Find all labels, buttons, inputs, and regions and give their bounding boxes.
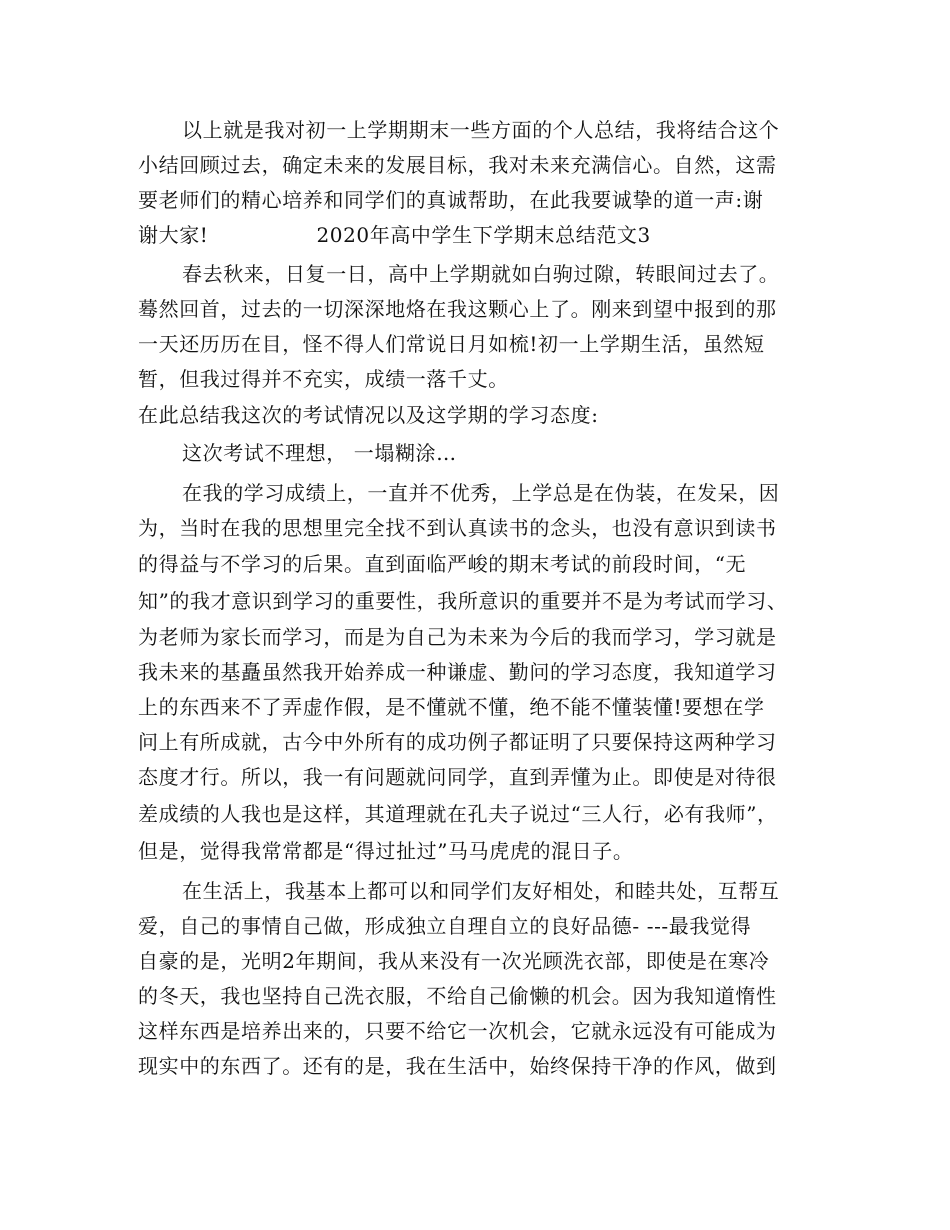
text-line: 这样东西是培养出来的，只要不给它一次机会，它就永远没有可能成为: [138, 1019, 777, 1043]
section-heading: 2020年高中学生下学期末总结范文3: [316, 223, 651, 247]
text-line: 为，当时在我的思想里完全找不到认真读书的念头，也没有意识到读书: [138, 516, 777, 540]
text-line: 知”的我才意识到学习的重要性，我所意识的重要并不是为考试而学习、: [138, 589, 788, 613]
text-line: 差成绩的人我也是这样，其道理就在孔夫子说过“三人行，必有我师”，: [138, 802, 778, 826]
text-line: 爱，自己的事情自己做，形成独立自理自立的良好品德- ---最我觉得: [138, 914, 752, 938]
text-line-with-heading: [138, 218, 828, 252]
text-line: 问上有所成就，古今中外所有的成功例子都证明了只要保持这两种学习: [138, 730, 777, 754]
text-line: 的得益与不学习的后果。直到面临严峻的期末考试的前段时间，“无: [138, 552, 747, 576]
text-line: 暂，但我过得并不充实，成绩一落千丈。: [138, 367, 509, 391]
text-line: 一天还历历在目，怪不得人们常说日月如梳!初一上学期生活，虽然短: [138, 332, 765, 356]
text-line: 自豪的是，光明2年期间，我从来没有一次光顾洗衣部，即使是在寒冷: [138, 949, 770, 973]
text-line: 要老师们的精心培养和同学们的真诚帮助，在此我要诚挚的道一声:谢: [138, 188, 764, 212]
text-line: 小结回顾过去，确定未来的发展目标，我对未来充满信心。自然，这需: [138, 153, 777, 177]
text-line: 为老师为家长而学习，而是为自己为未来为今后的我而学习，学习就是: [138, 625, 777, 649]
text-line: 现实中的东西了。还有的是，我在生活中，始终保持干净的作风，做到: [138, 1054, 777, 1078]
text-line: 的冬天，我也坚持自己洗衣服，不给自己偷懒的机会。因为我知道惰性: [138, 984, 777, 1008]
text-line: 在此总结我这次的考试情况以及这学期的学习态度:: [138, 403, 599, 427]
text-fragment: 谢大家!: [138, 223, 209, 247]
text-line: 这次考试不理想， 一塌糊涂…: [182, 441, 457, 465]
text-line: 我未来的基矗虽然我开始养成一种谦虚、勤问的学习态度，我知道学习: [138, 660, 777, 684]
text-line: 以上就是我对初一上学期期末一些方面的个人总结，我将结合这个: [182, 118, 780, 142]
text-line: 态度才行。所以，我一有问题就问同学，直到弄懂为止。即使是对待很: [138, 765, 777, 789]
text-line: 在我的学习成绩上，一直并不优秀，上学总是在伪装，在发呆，因: [182, 481, 780, 505]
text-line: 在生活上，我基本上都可以和同学们友好相处，和睦共处，互帮互: [182, 879, 780, 903]
text-line: 上的东西来不了弄虚作假，是不懂就不懂，绝不能不懂装懂!要想在学: [138, 695, 765, 719]
text-line: 蓦然回首，过去的一切深深地烙在我这颗心上了。刚来到望中报到的那: [138, 297, 777, 321]
text-line: 春去秋来，日复一日，高中上学期就如白驹过隙，转眼间过去了。: [182, 262, 780, 286]
text-line: 但是，觉得我常常都是“得过扯过”马马虎虎的混日子。: [138, 839, 634, 863]
